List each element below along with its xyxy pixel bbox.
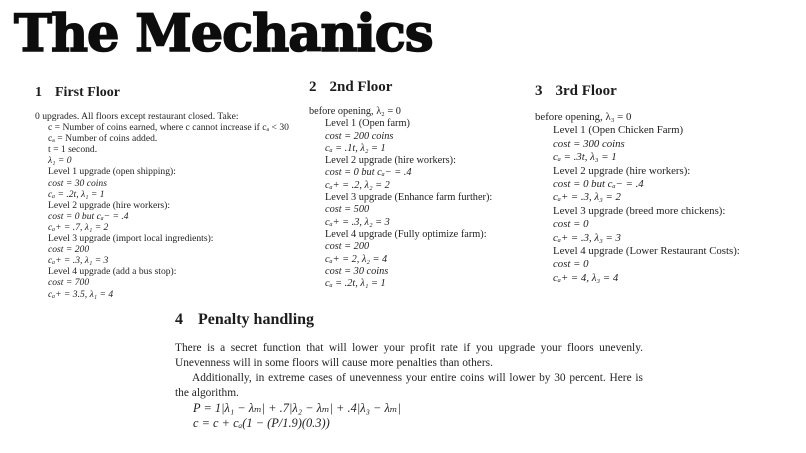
section-third-floor-heading <box>535 83 800 100</box>
text-line: cₐ+ = .3, λ₃ = 2 <box>553 191 621 204</box>
section-first-floor-body <box>35 111 315 300</box>
section-penalty-heading <box>175 311 643 329</box>
text-line: Level 4 upgrade (Lower Restaurant Costs): <box>553 245 740 258</box>
text-line: cₐ = .2t, λ₁ = 1 <box>325 278 386 290</box>
text-line: before opening, λ₃ = 0 <box>535 111 632 123</box>
text-line: cost = 0 but cₐ− = .4 <box>325 167 412 179</box>
text-line: cₐ+ = .3, λ₃ = 3 <box>553 231 621 244</box>
text-line: c = Number of coins earned, where c cannot increase if cₐ < 30 <box>48 122 289 134</box>
section-number: 2 <box>309 79 317 95</box>
equation-coins-update: c = c + cₐ(1 − (P/1.9)(0.3)) <box>193 416 330 430</box>
section-second-floor-heading <box>309 79 539 96</box>
text-line: cₐ+ = 2, λ₂ = 4 <box>325 253 388 265</box>
section-title: 3rd Floor <box>555 83 617 99</box>
text-line: Level 2 upgrade (hire workers): <box>325 155 456 167</box>
section-third-floor-body <box>535 111 800 285</box>
text-line: cₐ+ = .2, λ₂ = 2 <box>325 179 390 191</box>
section-number: 4 <box>175 311 183 328</box>
text-line: Level 4 upgrade (add a bus stop): <box>48 266 177 278</box>
text-line: Level 1 (Open Chicken Farm) <box>553 124 684 137</box>
penalty-paragraph-1: There is a secret function that will lower your profit rate if you upgrade your floors unevenly. Unevenness will in some floors will cause more penalties than others. <box>175 342 643 369</box>
text-line: cₐ+ = .7, λ₁ = 2 <box>48 221 109 233</box>
section-title: Penalty handling <box>198 311 315 328</box>
text-line: cost = 0 <box>553 258 589 271</box>
text-line: before opening, λ₂ = 0 <box>309 106 401 117</box>
section-number: 3 <box>535 83 543 99</box>
text-line: cₐ+ = .3, λ₁ = 3 <box>48 255 109 267</box>
slide-title: The Mechanics <box>14 4 433 64</box>
text-line: Level 3 upgrade (Enhance farm further): <box>325 192 493 204</box>
text-line: Level 4 upgrade (Fully optimize farm): <box>325 228 487 240</box>
text-line: 0 upgrades. All floors except restaurant closed. Take: <box>35 111 239 122</box>
text-line: cost = 0 but cₐ− = .4 <box>48 210 129 222</box>
text-line: Level 3 upgrade (import local ingredients): <box>48 233 214 245</box>
text-line: cost = 0 <box>553 218 589 231</box>
section-second-floor <box>309 79 539 290</box>
section-number: 1 <box>35 85 42 100</box>
text-line: Level 1 (Open farm) <box>325 118 410 130</box>
section-first-floor-heading <box>35 85 315 101</box>
section-title: 2nd Floor <box>329 79 393 95</box>
text-line: cost = 30 coins <box>48 177 107 189</box>
text-line: Level 2 upgrade (hire workers): <box>48 199 171 211</box>
penalty-paragraph-2: Additionally, in extreme cases of unevenness your entire coins will lower by 30 percent. Here is the algorithm. <box>175 372 643 399</box>
text-line: cₐ = .3t, λ₃ = 1 <box>553 151 617 164</box>
text-line: cost = 200 <box>48 244 90 256</box>
text-line: cₐ+ = .3, λ₂ = 3 <box>325 216 390 228</box>
text-line: cost = 30 coins <box>325 265 389 277</box>
text-line: cost = 700 <box>48 277 90 289</box>
text-line: cₐ = Number of coins added. <box>48 133 158 145</box>
text-line: t = 1 second. <box>48 144 98 156</box>
text-line: cost = 0 but cₐ− = .4 <box>553 178 644 191</box>
text-line: λ₁ = 0 <box>48 155 72 167</box>
text-line: cₐ+ = 4, λ₃ = 4 <box>553 271 619 284</box>
section-third-floor <box>535 83 800 285</box>
text-line: Level 2 upgrade (hire workers): <box>553 164 691 177</box>
text-line: Level 1 upgrade (open shipping): <box>48 166 176 178</box>
section-second-floor-body <box>309 106 539 290</box>
text-line: cost = 500 <box>325 204 370 216</box>
text-line: Level 3 upgrade (breed more chickens): <box>553 204 726 217</box>
equation-profit-penalty: P = 1|λ₁ − λₘ| + .7|λ₂ − λₘ| + .4|λ₃ − λₘ| <box>193 401 401 415</box>
text-line: cost = 200 coins <box>325 130 394 142</box>
text-line: cost = 200 <box>325 241 370 253</box>
text-line: cₐ+ = 3.5, λ₁ = 4 <box>48 288 114 300</box>
section-title: First Floor <box>55 85 120 100</box>
text-line: cost = 300 coins <box>553 137 625 150</box>
text-line: cₐ = .1t, λ₂ = 1 <box>325 142 386 154</box>
section-penalty-handling <box>175 311 643 431</box>
section-first-floor <box>35 85 315 300</box>
text-line: cₐ = .2t, λ₁ = 1 <box>48 188 105 200</box>
